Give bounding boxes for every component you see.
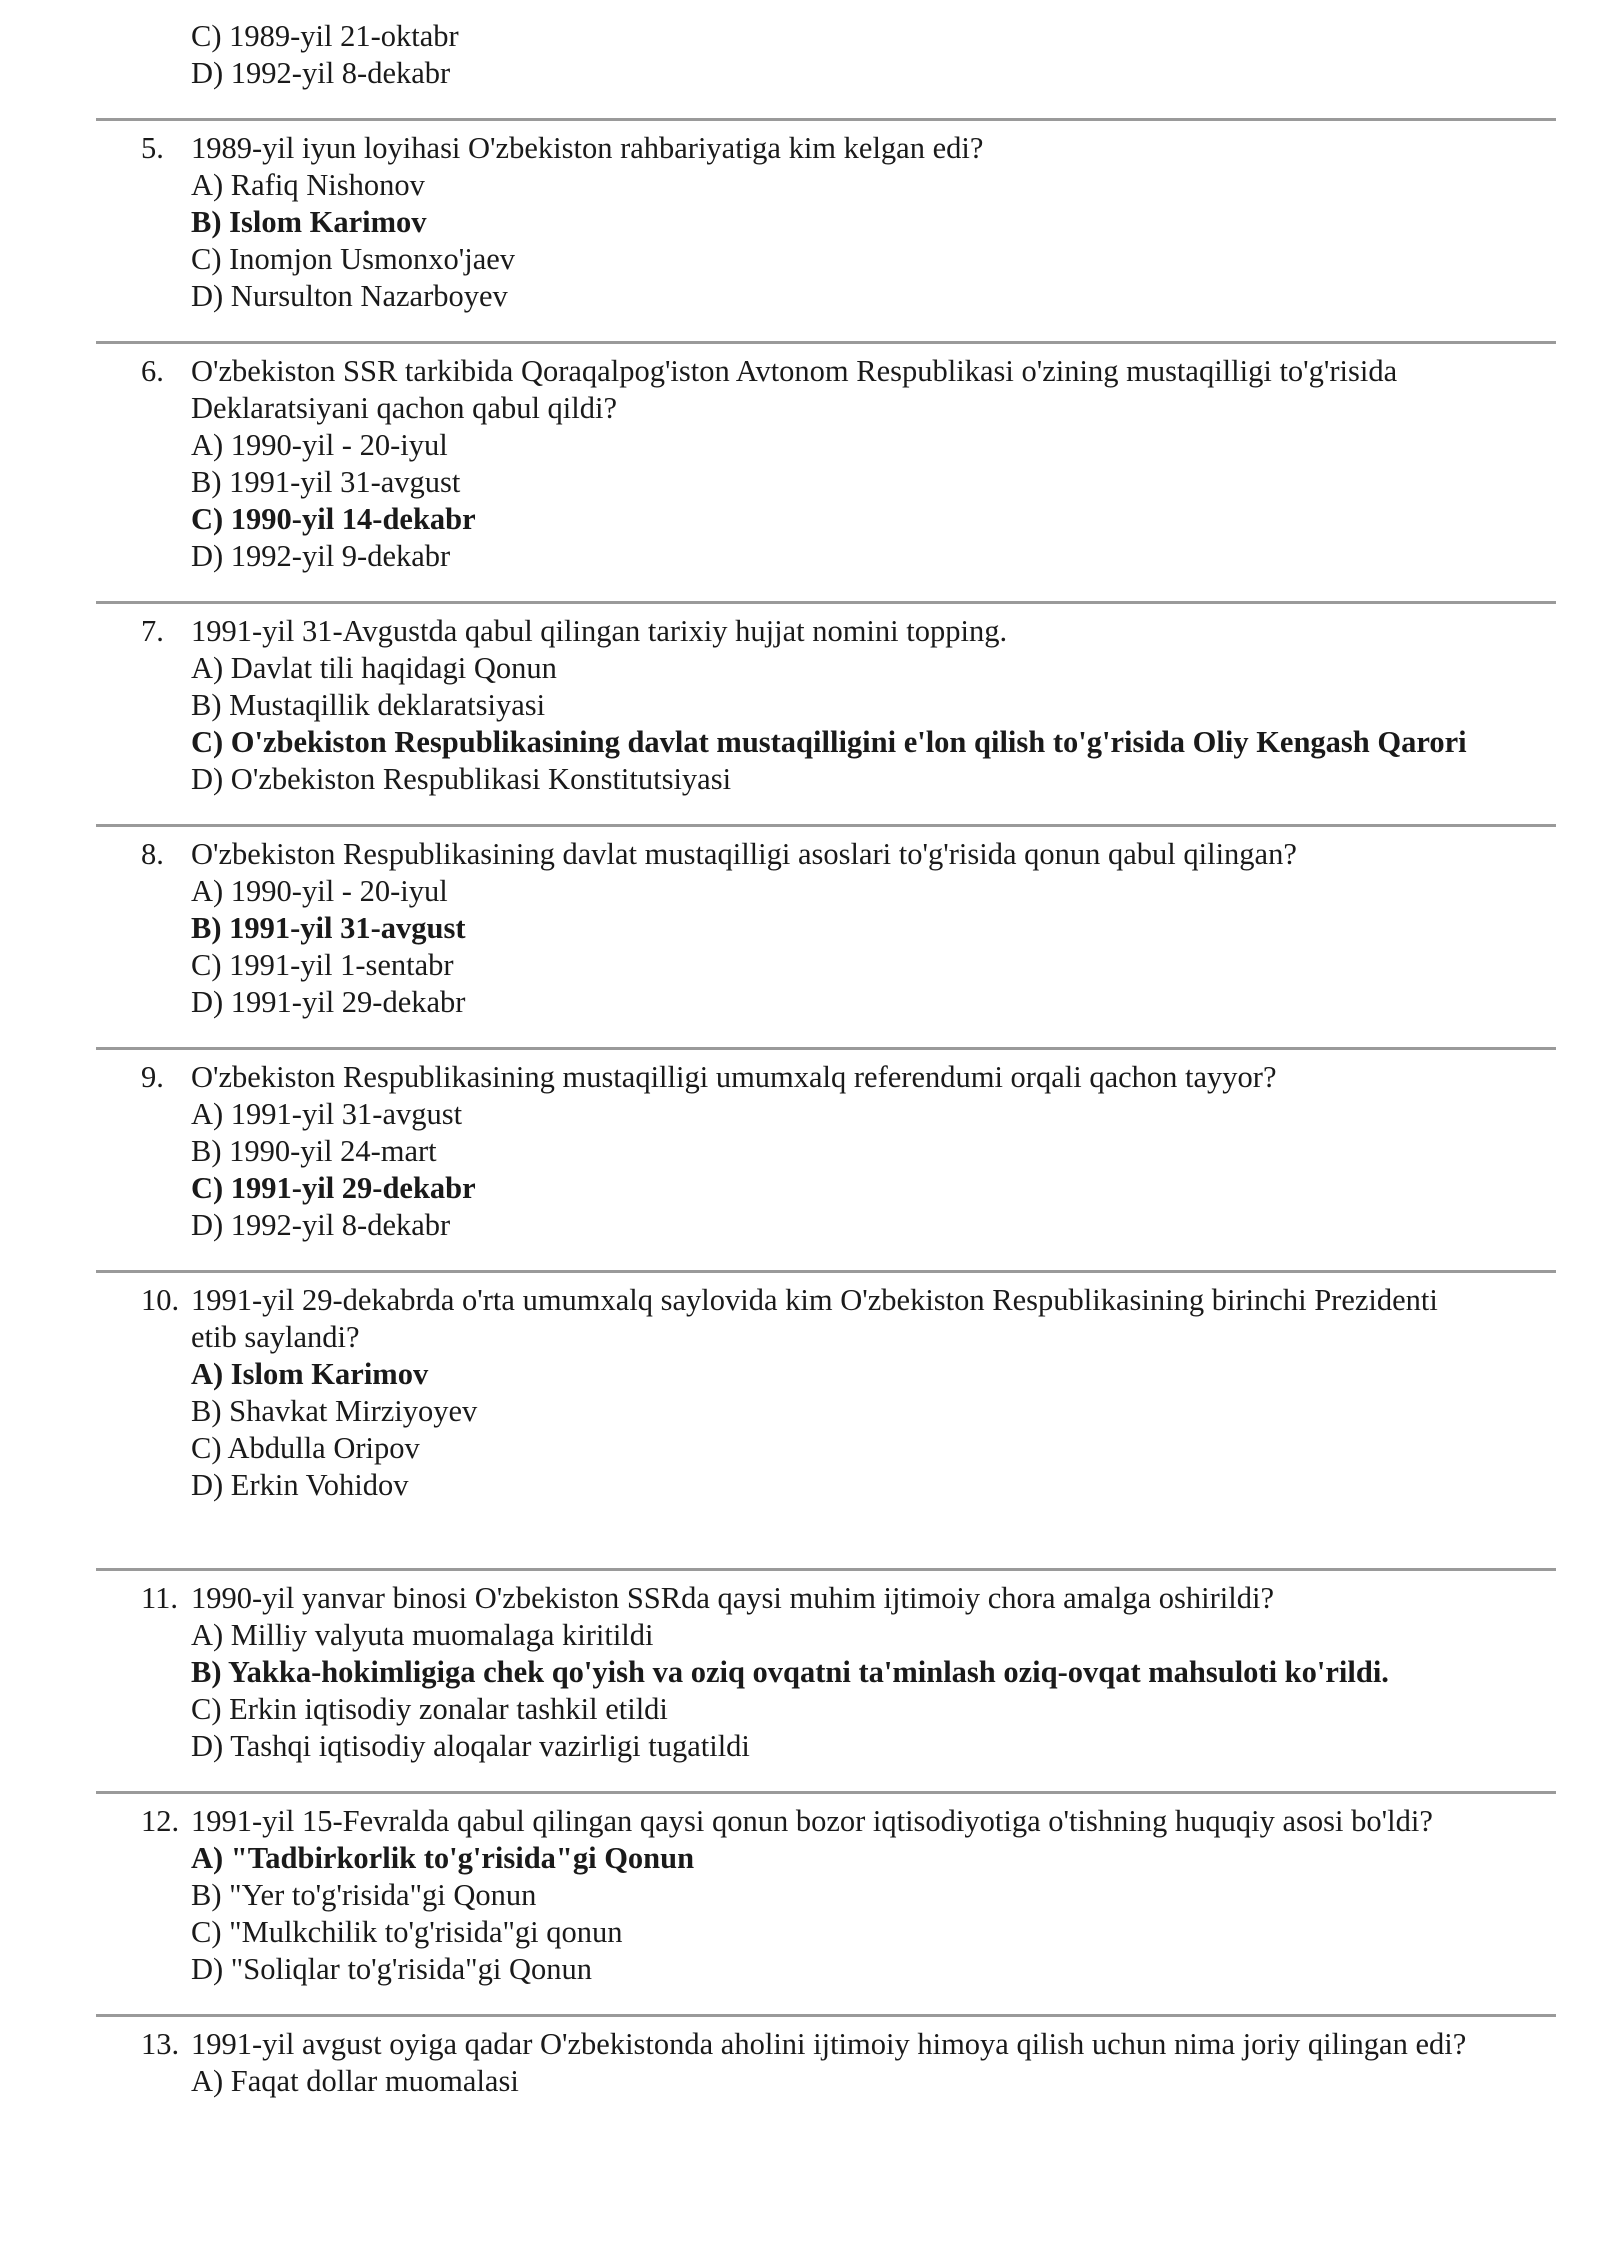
option-b: B) "Yer to'g'risida"gi Qonun xyxy=(191,1878,537,1912)
question-number: 9. xyxy=(141,1060,164,1094)
divider xyxy=(96,1047,1556,1050)
option-b-correct: B) Yakka-hokimligiga chek qo'yish va oziq ovqatni ta'minlash oziq-ovqat mahsuloti ko'rildi. xyxy=(191,1655,1389,1689)
option-c: C) Inomjon Usmonxo'jaev xyxy=(191,242,516,276)
question-text: 1991-yil avgust oyiga qadar O'zbekistonda aholini ijtimoiy himoya qilish uchun nima joriy qilingan edi? xyxy=(191,2027,1467,2061)
option-a-correct: A) "Tadbirkorlik to'g'risida"gi Qonun xyxy=(191,1841,695,1875)
option-d: D) Erkin Vohidov xyxy=(191,1468,409,1502)
divider xyxy=(96,2014,1556,2017)
option-d: D) 1992-yil 8-dekabr xyxy=(191,56,451,90)
option-d: D) 1992-yil 8-dekabr xyxy=(191,1208,451,1242)
option-b-correct: B) 1991-yil 31-avgust xyxy=(191,911,466,945)
divider xyxy=(96,1270,1556,1273)
question-text: 1989-yil iyun loyihasi O'zbekiston rahbariyatiga kim kelgan edi? xyxy=(191,131,984,165)
question-text: 1990-yil yanvar binosi O'zbekiston SSRda qaysi muhim ijtimoiy chora amalga oshirildi? xyxy=(191,1581,1275,1615)
option-a-correct: A) Islom Karimov xyxy=(191,1357,429,1391)
question-number: 13. xyxy=(141,2027,180,2061)
divider xyxy=(96,118,1556,121)
option-b-correct: B) Islom Karimov xyxy=(191,205,427,239)
option-a: A) Milliy valyuta muomalaga kiritildi xyxy=(191,1618,654,1652)
divider xyxy=(96,824,1556,827)
divider xyxy=(96,601,1556,604)
question-text: Deklaratsiyani qachon qabul qildi? xyxy=(191,391,618,425)
option-a: A) Rafiq Nishonov xyxy=(191,168,425,202)
divider xyxy=(96,1568,1556,1571)
option-d: D) 1992-yil 9-dekabr xyxy=(191,539,451,573)
question-text: O'zbekiston Respublikasining mustaqilligi umumxalq referendumi orqali qachon tayyor? xyxy=(191,1060,1277,1094)
question-text: etib saylandi? xyxy=(191,1320,360,1354)
option-d: D) "Soliqlar to'g'risida"gi Qonun xyxy=(191,1952,593,1986)
question-text: 1991-yil 31-Avgustda qabul qilingan tarixiy hujjat nomini topping. xyxy=(191,614,1008,648)
question-text: 1991-yil 15-Fevralda qabul qilingan qaysi qonun bozor iqtisodiyotiga o'tishning huquqiy asosi bo'ldi? xyxy=(191,1804,1433,1838)
divider xyxy=(96,341,1556,344)
option-c: C) Erkin iqtisodiy zonalar tashkil etildi xyxy=(191,1692,668,1726)
option-a: A) 1990-yil - 20-iyul xyxy=(191,874,448,908)
option-b: B) 1991-yil 31-avgust xyxy=(191,465,461,499)
question-text: 1991-yil 29-dekabrda o'rta umumxalq saylovida kim O'zbekiston Respublikasining birinchi Prezidenti xyxy=(191,1283,1438,1317)
option-c-correct: C) 1990-yil 14-dekabr xyxy=(191,502,476,536)
question-number: 7. xyxy=(141,614,164,648)
question-number: 5. xyxy=(141,131,164,165)
question-number: 6. xyxy=(141,354,164,388)
option-b: B) Shavkat Mirziyoyev xyxy=(191,1394,478,1428)
option-d: D) O'zbekiston Respublikasi Konstitutsiyasi xyxy=(191,762,732,796)
option-c: C) 1989-yil 21-oktabr xyxy=(191,19,459,53)
option-c: C) 1991-yil 1-sentabr xyxy=(191,948,454,982)
option-a: A) 1990-yil - 20-iyul xyxy=(191,428,448,462)
divider xyxy=(96,1791,1556,1794)
option-c-correct: C) 1991-yil 29-dekabr xyxy=(191,1171,476,1205)
option-c: C) "Mulkchilik to'g'risida"gi qonun xyxy=(191,1915,623,1949)
question-text: O'zbekiston Respublikasining davlat mustaqilligi asoslari to'g'risida qonun qabul qilingan? xyxy=(191,837,1297,871)
question-number: 8. xyxy=(141,837,164,871)
question-text: O'zbekiston SSR tarkibida Qoraqalpog'iston Avtonom Respublikasi o'zining mustaqilligi to'g'risida xyxy=(191,354,1398,388)
question-number: 10. xyxy=(141,1283,180,1317)
option-a: A) Faqat dollar muomalasi xyxy=(191,2064,519,2098)
option-d: D) Tashqi iqtisodiy aloqalar vazirligi tugatildi xyxy=(191,1729,750,1763)
option-d: D) 1991-yil 29-dekabr xyxy=(191,985,466,1019)
option-a: A) Davlat tili haqidagi Qonun xyxy=(191,651,557,685)
question-number: 11. xyxy=(141,1581,178,1615)
option-b: B) Mustaqillik deklaratsiyasi xyxy=(191,688,546,722)
option-c: C) Abdulla Oripov xyxy=(191,1431,420,1465)
question-number: 12. xyxy=(141,1804,180,1838)
option-d: D) Nursulton Nazarboyev xyxy=(191,279,508,313)
option-c-correct: C) O'zbekiston Respublikasining davlat mustaqilligini e'lon qilish to'g'risida Oliy Kengash Qarori xyxy=(191,725,1467,759)
option-b: B) 1990-yil 24-mart xyxy=(191,1134,437,1168)
option-a: A) 1991-yil 31-avgust xyxy=(191,1097,463,1131)
